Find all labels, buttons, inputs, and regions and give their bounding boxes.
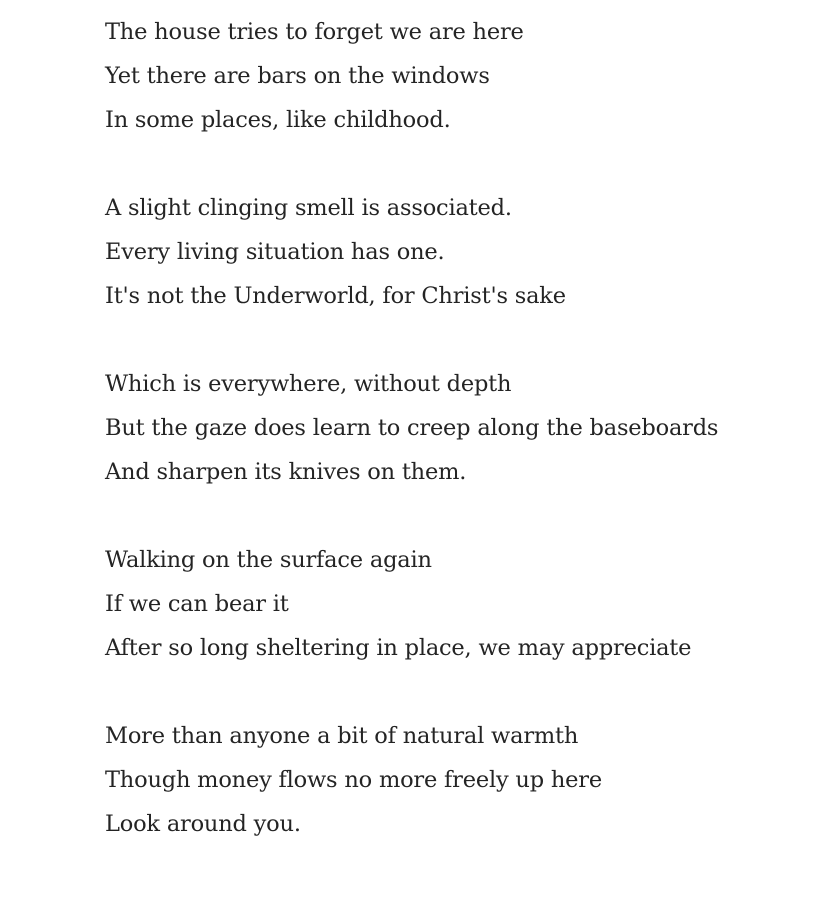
- poem-line: A slight clinging smell is associated.: [105, 195, 512, 221]
- poem-line: And sharpen its knives on them.: [105, 459, 467, 485]
- poem-line: After so long sheltering in place, we may appreciate: [105, 635, 692, 661]
- poem-line: Every living situation has one.: [105, 239, 445, 265]
- poem-line: Look around you.: [105, 811, 301, 837]
- poem-line: More than anyone a bit of natural warmth: [105, 723, 579, 749]
- poem-line: But the gaze does learn to creep along the baseboards: [105, 415, 719, 441]
- poem-line: The house tries to forget we are here: [105, 19, 524, 45]
- stanza-4: [105, 538, 805, 670]
- poem-line: If we can bear it: [105, 591, 289, 617]
- stanza-1: [105, 10, 805, 142]
- poem-line: Which is everywhere, without depth: [105, 371, 512, 397]
- stanza-3: [105, 362, 805, 494]
- poem-line: Though money flows no more freely up here: [105, 767, 602, 793]
- poem-body: [105, 10, 805, 890]
- stanza-5: [105, 714, 805, 846]
- poem-line: It's not the Underworld, for Christ's sake: [105, 283, 566, 309]
- poem-line: Walking on the surface again: [105, 547, 432, 573]
- stanza-2: [105, 186, 805, 318]
- poem-line: Yet there are bars on the windows: [105, 63, 490, 89]
- poem-line: In some places, like childhood.: [105, 107, 451, 133]
